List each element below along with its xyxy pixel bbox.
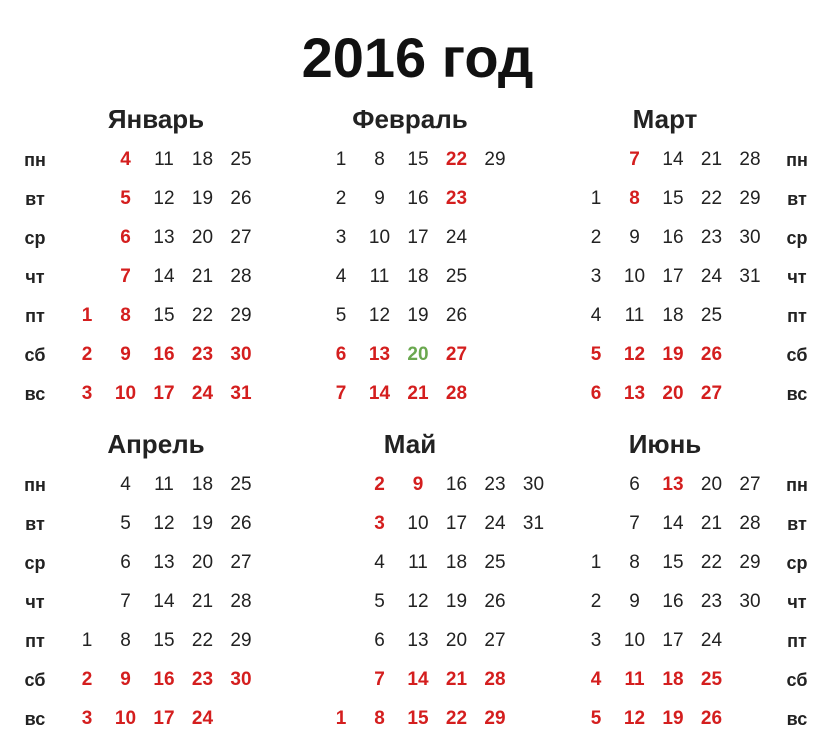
calendar-title: 2016 год [301,26,534,89]
weekday-label: сб [24,345,46,365]
day-number: 26 [484,591,506,612]
day-number: 9 [629,227,640,248]
day-number: 25 [230,149,252,170]
weekday-label: вс [786,709,808,729]
weekday-label: чт [787,592,807,612]
day-number: 13 [368,344,391,365]
day-number: 15 [662,188,684,209]
day-number: 21 [191,266,214,287]
day-number: 23 [700,227,723,248]
day-number: 20 [191,227,214,248]
day-number: 19 [662,344,684,365]
day-number: 7 [629,149,640,170]
day-number: 29 [739,188,761,209]
day-number: 22 [191,630,214,651]
day-number: 20 [700,474,723,495]
day-number: 28 [739,149,761,170]
day-number: 21 [700,513,723,534]
day-number: 3 [374,513,385,534]
day-number: 2 [335,188,347,209]
day-number: 8 [374,708,385,729]
day-number: 4 [374,552,385,573]
day-number: 22 [445,149,468,170]
day-number: 11 [154,149,174,170]
day-number: 23 [191,669,214,690]
day-number: 24 [445,227,468,248]
day-number: 25 [700,305,723,326]
day-number: 19 [191,188,214,209]
day-number: 16 [445,474,468,495]
day-number: 8 [629,552,640,573]
day-number: 7 [120,591,131,612]
day-number: 9 [374,188,385,209]
day-number: 15 [662,552,684,573]
day-number: 18 [445,552,468,573]
day-number: 25 [445,266,468,287]
day-number: 1 [590,552,602,573]
day-number: 31 [522,513,545,534]
day-number: 10 [623,266,646,287]
day-number: 2 [81,669,93,690]
day-number: 8 [120,305,131,326]
day-number: 1 [81,305,93,326]
day-number: 24 [191,383,214,404]
weekday-label: чт [787,267,807,287]
day-number: 29 [739,552,761,573]
day-number: 13 [153,227,175,248]
day-number: 27 [739,474,761,495]
month-title: Май [383,429,437,459]
day-number: 3 [335,227,347,248]
day-number: 12 [623,344,646,365]
day-number: 23 [445,188,468,209]
day-number: 3 [81,383,93,404]
day-number: 12 [153,188,175,209]
day-number: 14 [407,669,429,690]
day-number: 18 [191,474,214,495]
day-number: 27 [445,344,468,365]
weekday-label: чт [25,267,45,287]
day-number: 16 [407,188,429,209]
day-number: 7 [629,513,640,534]
day-number: 13 [153,552,175,573]
day-number: 30 [230,669,252,690]
day-number: 19 [445,591,468,612]
day-number: 25 [230,474,252,495]
month-title: Февраль [352,104,468,134]
day-number: 30 [739,227,761,248]
day-number: 23 [700,591,723,612]
day-number: 29 [484,708,506,729]
day-number: 4 [335,266,347,287]
day-number: 17 [445,513,468,534]
day-number: 29 [230,630,252,651]
day-number: 2 [590,227,602,248]
day-number: 4 [590,669,602,690]
day-number: 10 [114,383,137,404]
day-number: 11 [408,552,428,573]
day-number: 10 [623,630,646,651]
day-number: 6 [629,474,640,495]
day-number: 31 [739,266,761,287]
day-number: 30 [739,591,761,612]
day-number: 14 [153,591,175,612]
weekday-label: ср [786,553,808,573]
day-number: 27 [484,630,506,651]
day-number: 18 [407,266,429,287]
day-number: 17 [153,708,175,729]
day-number: 20 [407,344,429,365]
day-number: 8 [374,149,385,170]
day-number: 16 [662,591,684,612]
day-number: 9 [629,591,640,612]
weekday-label: пн [24,150,46,170]
day-number: 14 [153,266,175,287]
weekday-label: ср [24,553,46,573]
weekday-label: пт [25,306,45,326]
day-number: 27 [230,227,252,248]
day-number: 24 [700,266,723,287]
day-number: 30 [522,474,545,495]
weekday-label: пн [24,475,46,495]
weekday-label: пн [786,150,808,170]
day-number: 19 [407,305,429,326]
day-number: 27 [700,383,723,404]
day-number: 9 [120,669,131,690]
day-number: 23 [191,344,214,365]
day-number: 5 [335,305,347,326]
day-number: 11 [624,669,645,690]
day-number: 13 [407,630,429,651]
day-number: 21 [445,669,468,690]
day-number: 25 [700,669,723,690]
day-number: 14 [368,383,391,404]
weekday-label: чт [25,592,45,612]
day-number: 8 [120,630,131,651]
day-number: 24 [700,630,723,651]
month-title: Январь [107,104,205,134]
weekday-label: ср [24,228,46,248]
day-number: 27 [230,552,252,573]
day-number: 12 [153,513,175,534]
month-title: Апрель [107,429,205,459]
day-number: 6 [335,344,347,365]
day-number: 25 [484,552,506,573]
day-number: 18 [662,669,684,690]
day-number: 5 [590,708,602,729]
day-number: 29 [484,149,506,170]
day-number: 7 [335,383,347,404]
day-number: 6 [590,383,602,404]
month-title: Март [632,104,698,134]
day-number: 26 [700,708,723,729]
day-number: 7 [120,266,131,287]
day-number: 13 [623,383,646,404]
day-number: 21 [407,383,429,404]
weekday-label: сб [786,345,808,365]
day-number: 2 [374,474,385,495]
day-number: 19 [662,708,684,729]
weekday-label: ср [786,228,808,248]
day-number: 3 [81,708,93,729]
day-number: 28 [230,266,252,287]
day-number: 17 [662,630,684,651]
day-number: 10 [407,513,429,534]
day-number: 11 [154,474,174,495]
day-number: 14 [662,149,684,170]
day-number: 2 [81,344,93,365]
day-number: 21 [700,149,723,170]
day-number: 22 [191,305,214,326]
day-number: 20 [191,552,214,573]
day-number: 4 [120,149,131,170]
day-number: 1 [590,188,602,209]
weekday-label: пт [787,631,807,651]
day-number: 1 [335,708,347,729]
day-number: 28 [230,591,252,612]
day-number: 9 [120,344,131,365]
day-number: 26 [700,344,723,365]
weekday-label: вс [24,709,46,729]
weekday-label: вт [787,514,807,534]
weekday-label: вт [787,189,807,209]
day-number: 13 [662,474,684,495]
day-number: 12 [368,305,391,326]
day-number: 5 [590,344,602,365]
day-number: 5 [374,591,385,612]
day-number: 16 [153,344,175,365]
day-number: 11 [624,305,645,326]
day-number: 12 [623,708,646,729]
day-number: 26 [230,513,252,534]
day-number: 3 [590,266,602,287]
day-number: 22 [445,708,468,729]
day-number: 21 [191,591,214,612]
day-number: 28 [484,669,506,690]
day-number: 10 [114,708,137,729]
day-number: 7 [374,669,385,690]
day-number: 6 [120,552,131,573]
weekday-label: пн [786,475,808,495]
day-number: 2 [590,591,602,612]
day-number: 17 [153,383,175,404]
day-number: 20 [445,630,468,651]
day-number: 6 [120,227,131,248]
day-number: 16 [153,669,175,690]
day-number: 1 [81,630,93,651]
day-number: 23 [484,474,506,495]
day-number: 31 [230,383,252,404]
day-number: 10 [368,227,391,248]
day-number: 18 [662,305,684,326]
day-number: 28 [445,383,468,404]
day-number: 6 [374,630,385,651]
weekday-label: пт [787,306,807,326]
day-number: 4 [590,305,602,326]
day-number: 18 [191,149,214,170]
weekday-label: сб [24,670,46,690]
day-number: 19 [191,513,214,534]
day-number: 1 [335,149,347,170]
day-number: 12 [407,591,429,612]
day-number: 22 [700,552,723,573]
day-number: 17 [662,266,684,287]
day-number: 11 [369,266,390,287]
weekday-label: сб [786,670,808,690]
day-number: 14 [662,513,684,534]
day-number: 20 [662,383,684,404]
day-number: 30 [230,344,252,365]
weekday-label: вт [25,189,45,209]
weekday-label: вс [786,384,808,404]
day-number: 15 [153,305,175,326]
day-number: 26 [230,188,252,209]
day-number: 15 [407,708,429,729]
day-number: 24 [191,708,214,729]
weekday-label: вт [25,514,45,534]
weekday-label: вс [24,384,46,404]
day-number: 5 [120,188,131,209]
day-number: 9 [412,474,424,495]
month-title: Июнь [628,429,702,459]
day-number: 3 [590,630,602,651]
day-number: 4 [120,474,131,495]
day-number: 16 [662,227,684,248]
day-number: 22 [700,188,723,209]
day-number: 5 [120,513,131,534]
day-number: 17 [407,227,429,248]
day-number: 28 [739,513,761,534]
day-number: 8 [629,188,640,209]
day-number: 24 [484,513,506,534]
day-number: 15 [153,630,175,651]
day-number: 15 [407,149,429,170]
day-number: 26 [445,305,468,326]
day-number: 29 [230,305,252,326]
weekday-label: пт [25,631,45,651]
